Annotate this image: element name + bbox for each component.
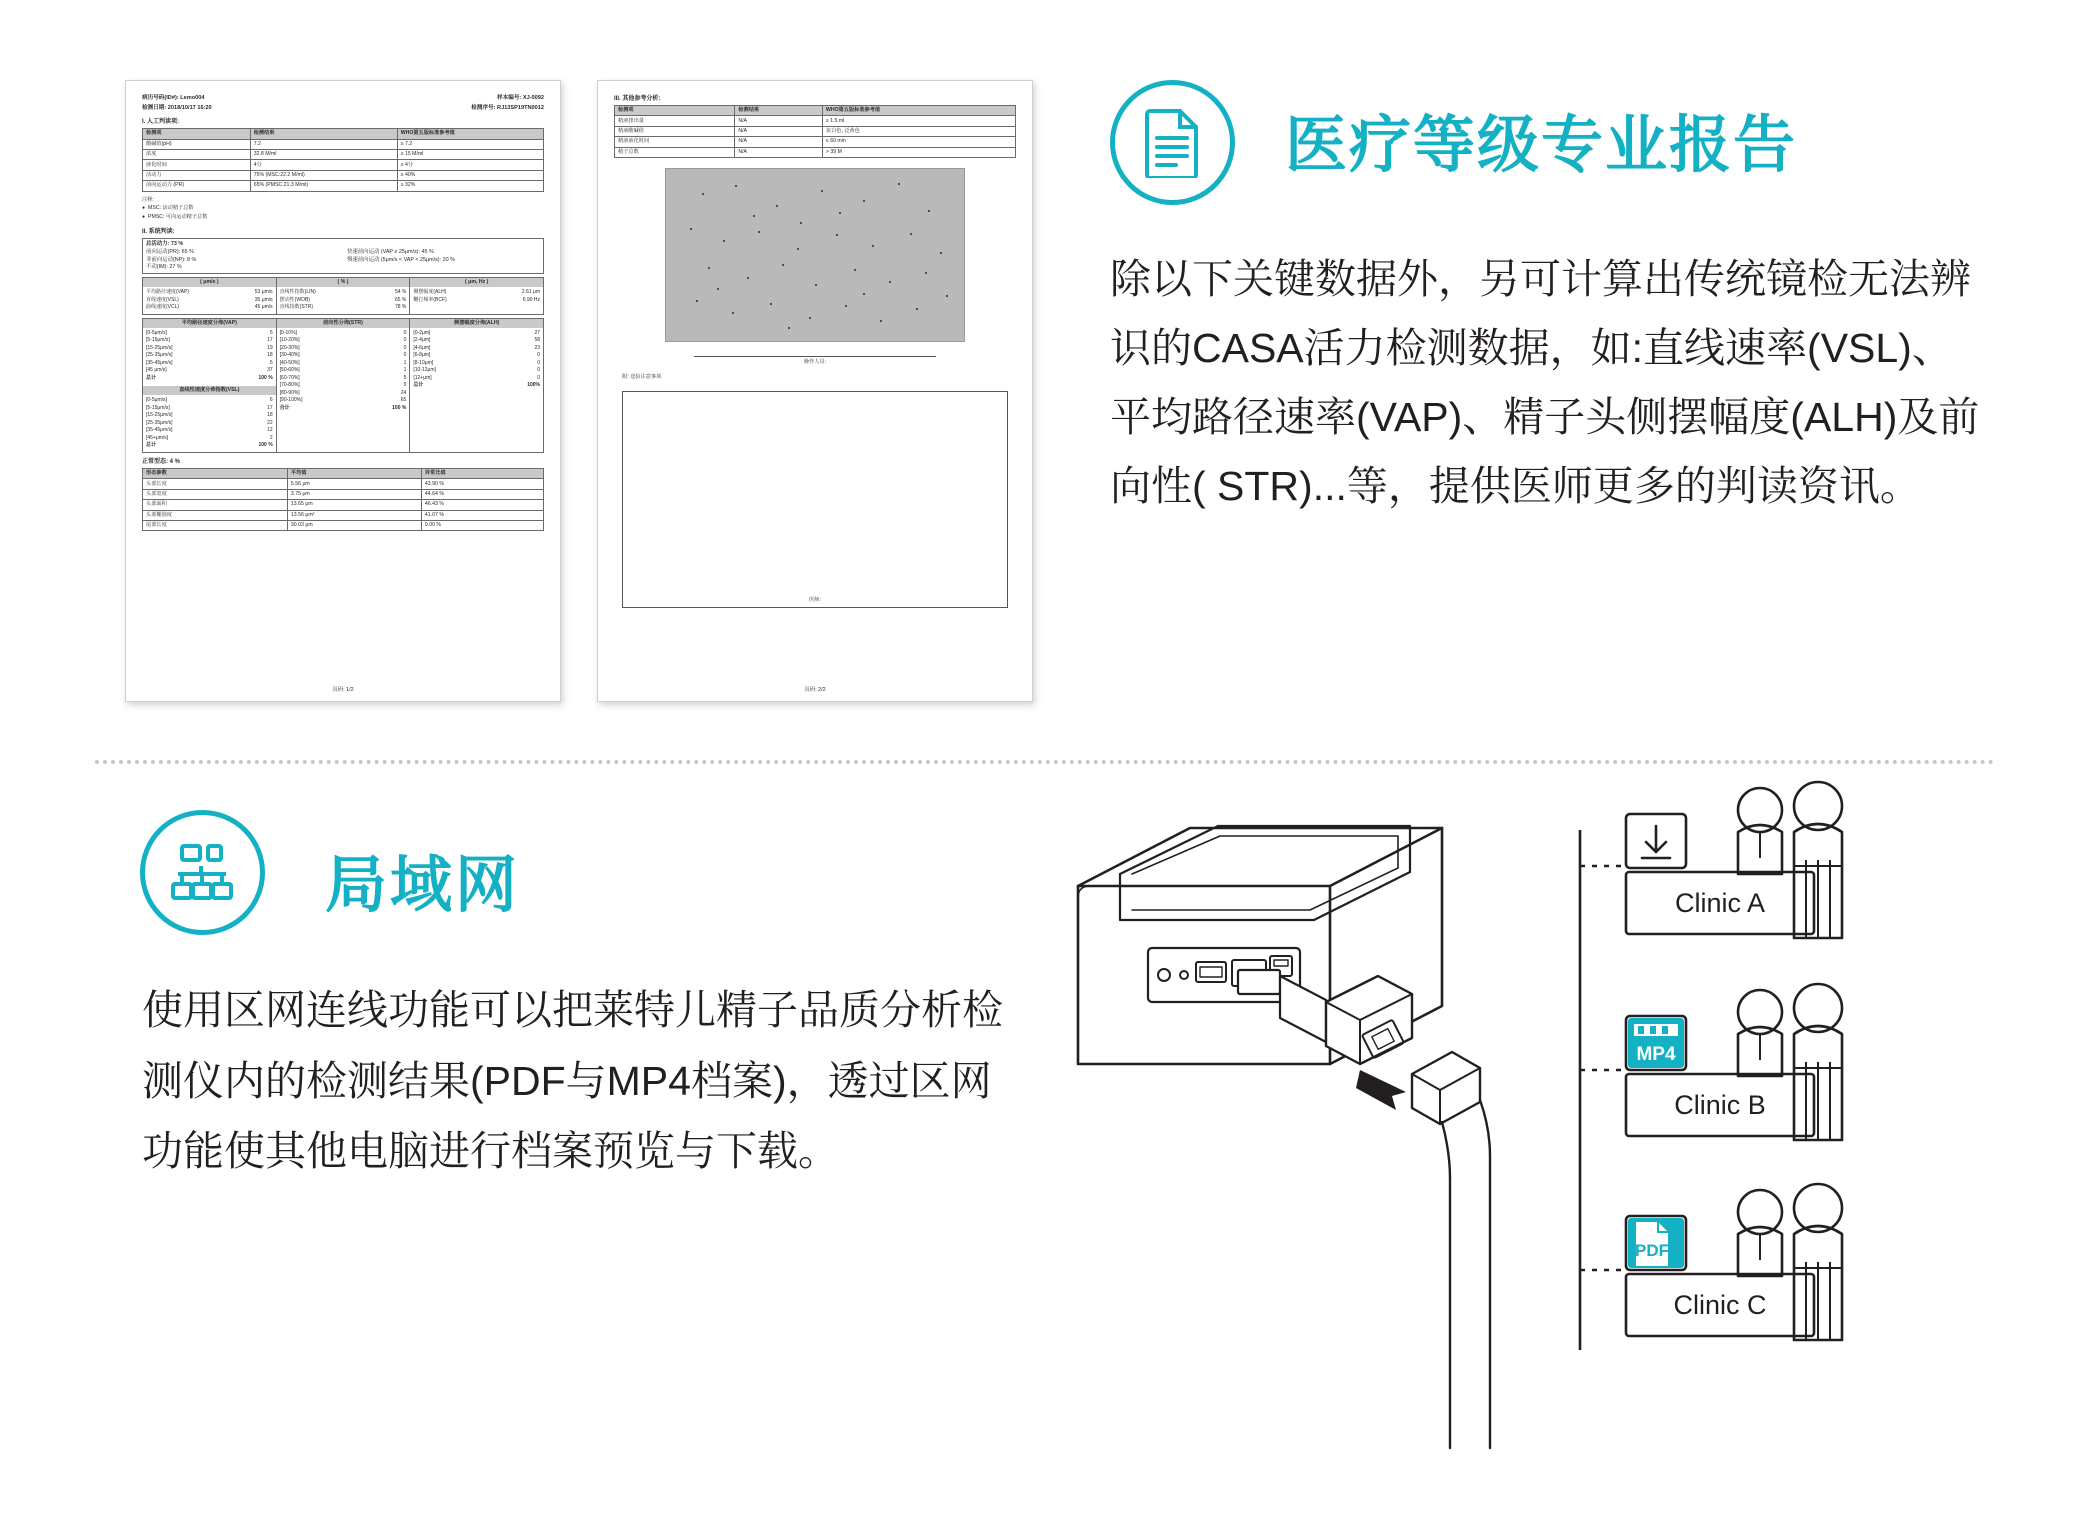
report-sample-no: 样本编号: XJ-0092 [497, 95, 544, 101]
morphology-title: 正常型态: 4 % [142, 458, 181, 465]
table-row: 头部长度 5.56 μm 43.90 % [143, 479, 544, 489]
table-row: 尾部长度 30.03 μm 9.00 % [143, 520, 544, 530]
clinic-b-label: Clinic B [1674, 1090, 1766, 1120]
operator-label: 操作人员: [803, 359, 827, 366]
table-row: 精子总数 N/A > 39 M [615, 147, 1016, 157]
section-title-lan: 局域网 [325, 851, 521, 920]
report-serial-no: 检测序号: RJ13SP19TN0012 [471, 104, 544, 111]
table-row: 精液液化时间 N/A ≤ 60 min [615, 137, 1016, 147]
note-item: ● MSC: 活动精子总数 [142, 204, 544, 213]
section-a-title: I. 人工判读项: [142, 119, 179, 126]
note-item: ● PMSC: 可向运动精子总数 [142, 213, 544, 222]
lan-network-icon [140, 810, 265, 935]
kinetics-grid: ( μm/s ) 平均路径速度(VAP) 53 μm/s 直线速度(VSL) 35 μm/s 曲线速度(VCL) 45 μm/s ( % ) 直线性指数(LIN) 54 % 摆动性(WOB) 65 % 直线指数(STR) 78 % ( μm, Hz ) 侧摆幅度(ALH) 2.61 μm 鞭打频率(BCF) 6.90 Hz [142, 277, 544, 315]
motility-summary: 总活动力: 73 % 前向运动(PR): 65 % 非前向运动(NP): 8 % 不动(IM): 27 % 快速前向运动 (VAP ≥ 25μm/s): 45 % 慢速前向运动 (5μm/s < VAP < 25μm/s): 20 % [142, 238, 544, 274]
col-reference: WHO第五版标准参考值 [397, 129, 543, 139]
clinic-a-label: Clinic A [1674, 888, 1766, 918]
section-b-title: II. 系统判读: [142, 229, 175, 236]
section-c-title: III. 其他参考分析: [614, 96, 661, 102]
mp4-badge-label: MP4 [1636, 1044, 1676, 1065]
lan-illustration [1060, 770, 2020, 1490]
table-row: 头部椭圆度 13.56 μm² 41.07 % [143, 510, 544, 520]
table-row: 头部宽度 3.75 μm 44.64 % [143, 489, 544, 499]
manual-result-table [142, 128, 544, 191]
section-body-lan: 使用区网连线功能可以把莱特儿精子品质分析检测仪内的检测结果(PDF与MP4档案)，透过区网功能使其他电脑进行档案预览与下载。 [142, 987, 1003, 1175]
report-page-1 [125, 80, 561, 702]
report-page-2 [597, 80, 1033, 702]
notes-title: 注释: [142, 196, 154, 203]
remark-box [622, 391, 1008, 608]
table-row: 精液酸碱值 N/A 灰白色, 泛黄色 [615, 126, 1016, 136]
microscope-sample-image [665, 168, 964, 342]
morphology-table: 形态参数 平均值 异常比值 头部长度 5.56 μm 43.90 % 头部宽度 3.75 μm 44.64 % 头部面积 13.65 μm 46.43 % 头部椭圆度 13.56 μm² 41.07 % 尾部长度 30.03 μm 9.00 % [142, 468, 544, 531]
remark-label: 附: 送验注意事项 [622, 374, 662, 381]
table-row: 精液排出量 N/A ≥ 1.5 ml [615, 116, 1016, 126]
other-analysis-table: 检测项 检测结果 WHO第五版标准参考值 精液排出量 N/A ≥ 1.5 ml 精液酸碱值 N/A 灰白色, 泛黄色 精液液化时间 N/A ≤ 60 min 精子总数 N/A > 39 M [614, 105, 1016, 158]
col-result: 检测结果 [250, 129, 397, 139]
report-notes [142, 196, 544, 223]
table-row: 活动力 75% (MSC:22.2 M/ml) ≥ 40% [143, 170, 544, 180]
pdf-badge-label: PDF [1635, 1241, 1669, 1260]
page-number: 页码: 2/2 [804, 687, 826, 693]
distribution-grid: 平均路径速度分佈(VAP) [0-5μm/s] 5 [5-15μm/s] 17 [15-25μm/s] 19 [25-35μm/s] 18 [35-45μm/s] 5 [45 μm/s] 37 总计 100 % 直线性速度分佈指数(VSL) [0-5μm/s] 6 [5-15μm/s] 17 [15-25μm/s] 18 [25-35μm/s] 22 [35-45μm/s] 12 [45+μm/s] 2 总计 100 % 前向性分佈(STR) [0-10%] 0 [10-20%] 0 [20-30%] 0 [30-40%] 0 [40-50%] 1 [50-60%] 1 [60-70%] 5 [70-80%] 0 [80-90%] 24 [90-100%] 65 合计 100 % 侧摆幅度分佈(ALH) [0-2μm] 27 [2-4μm] 58 [4-6μm] 23 [6-8μm] 0 [8-10μm] 0 [10-12μm] 0 [12+μm] 0 总计 100% [142, 318, 544, 453]
table-row: 头部面积 13.65 μm 46.43 % [143, 500, 544, 510]
report-test-date: 检测日期: 2018/10/17 16:20 [142, 104, 212, 111]
section-body-report: 除以下关键数据外，另可计算出传统镜检无法辨识的CASA活力检测数据，如:直线速率(VSL)、平均路径速率(VAP)、精子头侧摆幅度(ALH)及前向性( STR)...等，提供医师更多的判读资讯。 [1110, 256, 1980, 509]
pdf-document-icon [1110, 80, 1235, 205]
section-title-report: 医疗等级专业报告 [1285, 111, 1798, 180]
table-row: 前向运动力 (PR) 65% (PMSC:21.3 M/ml) ≥ 32% [143, 181, 544, 191]
table-row: 酸碱值(pH) 7.2 ≥ 7.2 [143, 139, 544, 149]
col-item: 检测项 [143, 129, 251, 139]
page-number: 页码: 1/2 [332, 687, 354, 693]
table-row: 液化时间 4分 ≤ 4分 [143, 160, 544, 170]
signature-line [694, 356, 935, 357]
report-patient-id: 病历号码(ID#): Lemo004 [142, 95, 205, 101]
section-divider [95, 760, 1995, 764]
table-row: 浓度 32.8 M/ml ≥ 15 M/ml [143, 149, 544, 159]
doctor-caption: 医师: [809, 597, 821, 604]
clinic-c-label: Clinic C [1673, 1290, 1767, 1320]
